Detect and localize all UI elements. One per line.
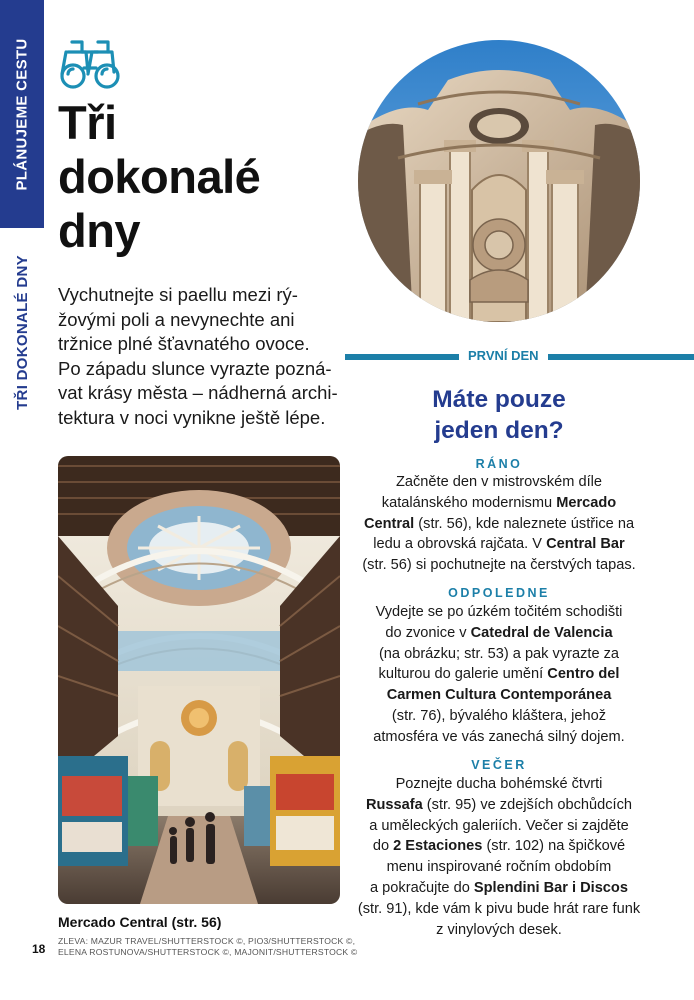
place-name: Catedral de Valencia: [470, 624, 613, 641]
binoculars-icon: [58, 38, 122, 90]
heading-line: jeden den?: [434, 417, 564, 444]
mercado-central-photo: [58, 456, 340, 904]
day-header-label: PRVNÍ DEN: [459, 347, 548, 365]
title-line: dokonalé: [58, 150, 261, 203]
intro-line: tržnice plné šťavnatého ovoce.: [58, 333, 310, 354]
place-name: Splendini Bar i Discos: [473, 879, 628, 896]
catedral-photo: [358, 40, 640, 322]
heading-line: Máte pouze: [432, 386, 566, 413]
place-name: Russafa: [365, 796, 423, 813]
photo-credits: [58, 936, 358, 958]
itinerary-heading: [358, 384, 640, 446]
place-name: Central Bar: [546, 536, 625, 553]
intro-line: vat krásy města – nádherná archi-: [58, 382, 338, 403]
page-number: 18: [32, 942, 46, 956]
section-tab: [0, 0, 44, 228]
title-line: Tři: [58, 96, 117, 149]
intro-line: Vychutnejte si paellu mezi rý-: [58, 284, 298, 305]
place-name: Carmen Cultura Contemporánea: [386, 687, 612, 704]
evening-text: Poznejte ducha bohémské čtvrti Russafa (str. 95) ve zdejších obchůdcích a uměleckých galeriích. Večer si zajděte do 2 Estaciones (str. 102) na špičkové menu inspirované ročním obdobím a pokračujte do Splendini Bar i Discos (str. 91), kde vám k pivu bude hrát rare funk z vinylových desek.: [357, 776, 641, 938]
title-line: dny: [58, 204, 141, 257]
afternoon-heading: ODPOLEDNE: [448, 586, 550, 600]
credits-line: ZLEVA: MAZUR TRAVEL/SHUTTERSTOCK ©, PIO3/SHUTTERSTOCK ©,: [58, 936, 356, 946]
credits-line: ELENA ROSTUNOVA/SHUTTERSTOCK ©, MAJONIT/SHUTTERSTOCK ©: [58, 947, 358, 957]
photo-caption: Mercado Central (str. 56): [58, 914, 222, 930]
morning-text: Začněte den v mistrovském díle katalánského modernismu Mercado Central (str. 56), kde naleznete ústřice na ledu a obrovská rajčata. V Central Bar (str. 56) si pochutnejte na čerstvých tapas.: [362, 474, 636, 574]
chapter-label: [0, 232, 44, 432]
place-name: Mercado: [556, 494, 617, 511]
page-title: [58, 96, 348, 258]
morning-heading: RÁNO: [475, 457, 523, 471]
intro-line: tektura v noci vynikne ještě lépe.: [58, 406, 326, 428]
afternoon-text: Vydejte se po úzkém točitém schodišti do zvonice v Catedral de Valencia (na obrázku; str. 53) a pak vyrazte za kulturou do galerie umění Centro del Carmen Cultura Contemporánea (str. 76), bývalého kláštera, jehož atmosféra ve vás zanechá silný dojem.: [373, 604, 625, 745]
chapter-label-text: TŘI DOKONALÉ DNY: [13, 254, 31, 410]
place-name: Centro del: [547, 666, 620, 683]
evening-heading: VEČER: [471, 758, 527, 772]
intro-line: žovými poli a nevynechte ani: [58, 308, 295, 330]
place-name: 2 Estaciones: [393, 838, 483, 855]
intro-paragraph: [58, 283, 343, 430]
place-name: Central: [363, 515, 415, 532]
section-tab-label: PLÁNUJEME CESTU: [13, 37, 31, 191]
day-header: [345, 348, 694, 363]
intro-line: Po západu slunce vyrazte pozná-: [58, 357, 332, 379]
